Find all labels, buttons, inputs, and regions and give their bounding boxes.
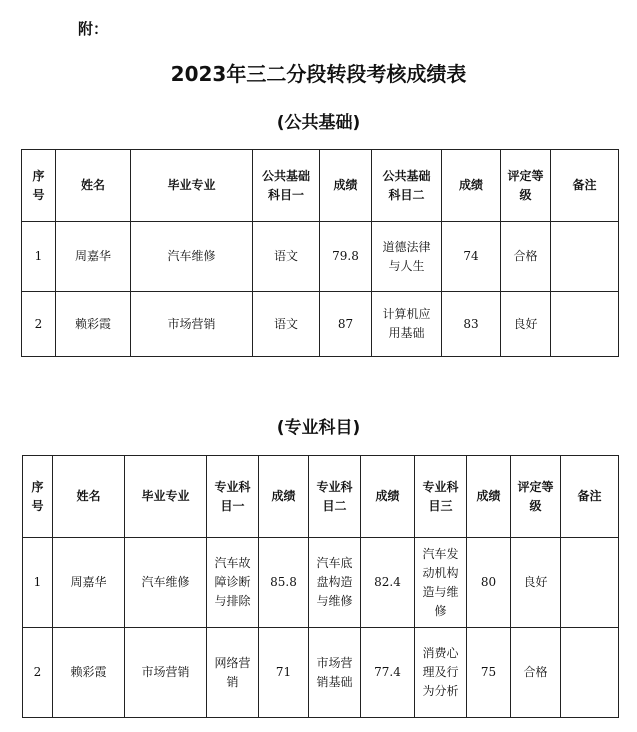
cell-subject-2: 市场营销基础 — [309, 628, 361, 718]
cell-seq: 2 — [22, 292, 56, 357]
cell-seq: 1 — [22, 222, 56, 292]
section-heading-public-basics: (公共基础) — [276, 113, 361, 133]
cell-major: 市场营销 — [131, 292, 253, 357]
cell-remark — [561, 628, 619, 718]
header-subject-2: 公共基础科目二 — [372, 150, 442, 222]
cell-score-3: 75 — [467, 628, 511, 718]
annex-label: 附： — [78, 20, 109, 38]
cell-name: 赖彩霞 — [56, 292, 131, 357]
header-score-2: 成绩 — [442, 150, 501, 222]
cell-score-3: 80 — [467, 538, 511, 628]
cell-subject-1: 语文 — [253, 222, 320, 292]
header-score-1: 成绩 — [320, 150, 372, 222]
cell-name: 周嘉华 — [53, 538, 125, 628]
cell-score-2: 82.4 — [361, 538, 415, 628]
cell-name: 赖彩霞 — [53, 628, 125, 718]
cell-major: 汽车维修 — [125, 538, 207, 628]
cell-score-2: 77.4 — [361, 628, 415, 718]
header-subject-3: 专业科目三 — [415, 456, 467, 538]
cell-grade: 良好 — [501, 292, 551, 357]
cell-score-1: 87 — [320, 292, 372, 357]
cell-grade: 合格 — [511, 628, 561, 718]
cell-seq: 1 — [23, 538, 53, 628]
cell-subject-1: 汽车故障诊断与排除 — [207, 538, 259, 628]
table-row — [22, 222, 619, 292]
header-subject-2: 专业科目二 — [309, 456, 361, 538]
header-remark: 备注 — [561, 456, 619, 538]
header-major: 毕业专业 — [131, 150, 253, 222]
header-major: 毕业专业 — [125, 456, 207, 538]
cell-grade: 合格 — [501, 222, 551, 292]
cell-subject-1: 网络营销 — [207, 628, 259, 718]
cell-subject-2: 计算机应用基础 — [372, 292, 442, 357]
header-seq: 序号 — [23, 456, 53, 538]
table-row — [23, 628, 619, 718]
header-name: 姓名 — [56, 150, 131, 222]
cell-grade: 良好 — [511, 538, 561, 628]
cell-remark — [561, 538, 619, 628]
cell-subject-1: 语文 — [253, 292, 320, 357]
page-title: 2023年三二分段转段考核成绩表 — [170, 62, 467, 86]
cell-remark — [551, 292, 619, 357]
table-row — [23, 538, 619, 628]
cell-score-1: 71 — [259, 628, 309, 718]
cell-subject-3: 消费心理及行为分析 — [415, 628, 467, 718]
section-heading-professional-subjects: (专业科目) — [276, 418, 361, 438]
header-seq: 序号 — [22, 150, 56, 222]
professional-subjects-table — [22, 455, 619, 718]
header-remark: 备注 — [551, 150, 619, 222]
cell-score-1: 79.8 — [320, 222, 372, 292]
public-basics-table — [21, 149, 619, 357]
table-header-row — [22, 150, 619, 222]
cell-name: 周嘉华 — [56, 222, 131, 292]
table-row — [22, 292, 619, 357]
header-score-1: 成绩 — [259, 456, 309, 538]
cell-remark — [551, 222, 619, 292]
cell-major: 市场营销 — [125, 628, 207, 718]
cell-seq: 2 — [23, 628, 53, 718]
header-score-2: 成绩 — [361, 456, 415, 538]
cell-score-1: 85.8 — [259, 538, 309, 628]
header-name: 姓名 — [53, 456, 125, 538]
cell-score-2: 74 — [442, 222, 501, 292]
cell-subject-3: 汽车发动机构造与维修 — [415, 538, 467, 628]
header-subject-1: 专业科目一 — [207, 456, 259, 538]
cell-subject-2: 道德法律与人生 — [372, 222, 442, 292]
table-header-row — [23, 456, 619, 538]
cell-score-2: 83 — [442, 292, 501, 357]
cell-major: 汽车维修 — [131, 222, 253, 292]
header-subject-1: 公共基础科目一 — [253, 150, 320, 222]
header-grade: 评定等级 — [511, 456, 561, 538]
cell-subject-2: 汽车底盘构造与维修 — [309, 538, 361, 628]
header-score-3: 成绩 — [467, 456, 511, 538]
header-grade: 评定等级 — [501, 150, 551, 222]
